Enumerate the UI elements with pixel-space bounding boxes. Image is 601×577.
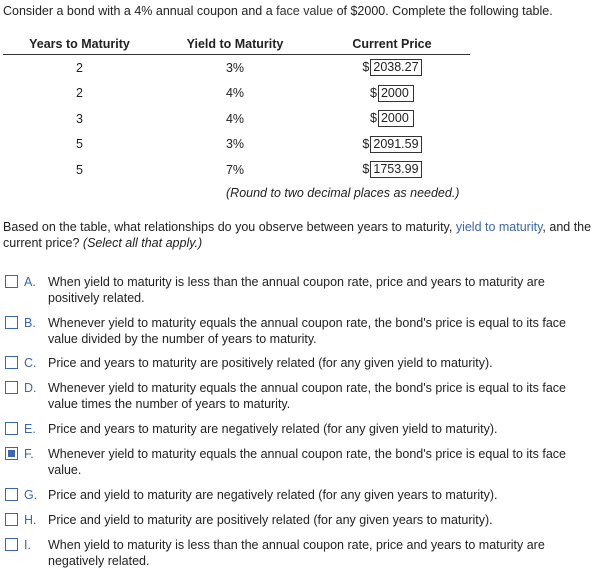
table-row (3, 157, 470, 183)
checkbox-g[interactable] (5, 488, 18, 501)
yield-cell: 3% (225, 60, 245, 75)
option-letter: B. (24, 316, 36, 330)
currency-symbol: $ (362, 60, 370, 75)
option-text: Price and yield to maturity are positively related (for any given years to maturity). (48, 513, 493, 527)
yield-cell: 7% (225, 162, 245, 177)
price-answer-box[interactable]: 2091.59 (370, 136, 421, 153)
option-letter: E. (24, 422, 36, 436)
table-row (3, 55, 470, 81)
currency-symbol: $ (362, 162, 370, 177)
option-letter: I. (24, 538, 31, 552)
price-answer-box[interactable]: 1753.99 (370, 161, 421, 178)
option-letter: C. (24, 356, 37, 370)
price-cell (314, 106, 470, 132)
checkbox-h[interactable] (5, 513, 18, 526)
table-row (3, 132, 470, 158)
question-part2: , and the current price? (3, 220, 592, 250)
price-cell (314, 55, 470, 81)
option-letter: A. (24, 275, 36, 289)
option-text: Whenever yield to maturity equals the annual coupon rate, the bond's price is equal to its face value times the number of years to maturity. (48, 381, 566, 411)
price-answer-box[interactable]: 2038.27 (370, 59, 421, 76)
intro-text-before: Consider a bond with a 4% annual coupon and a (3, 4, 277, 18)
option-letter: F. (24, 447, 34, 461)
header-yield-to-maturity: Yield to Maturity (156, 34, 314, 55)
yield-cell: 4% (225, 111, 245, 126)
yield-cell: 3% (225, 137, 245, 152)
bond-price-table (3, 34, 470, 183)
table-row (3, 81, 470, 107)
price-answer-box[interactable]: 2000 (378, 85, 414, 102)
table-row (3, 106, 470, 132)
checkbox-a[interactable] (5, 275, 18, 288)
checkbox-c[interactable] (5, 356, 18, 369)
price-cell (314, 132, 470, 158)
years-cell: 5 (76, 137, 83, 152)
question-text (3, 219, 597, 251)
checkbox-f[interactable] (5, 447, 18, 460)
option-letter: H. (24, 513, 37, 527)
face-value-term: face value (276, 4, 334, 18)
intro-text-after: of $2000. Complete the following table. (333, 4, 553, 18)
option-text: Whenever yield to maturity equals the annual coupon rate, the bond's price is equal to its face value. (48, 447, 566, 477)
header-current-price: Current Price (314, 34, 470, 55)
currency-symbol: $ (362, 136, 370, 151)
option-text: Price and years to maturity are negatively related (for any given yield to maturity). (48, 422, 498, 436)
option-letter: G. (24, 488, 38, 502)
years-cell: 5 (76, 162, 83, 177)
currency-symbol: $ (370, 111, 377, 126)
yield-cell: 4% (225, 86, 245, 101)
question-part1: Based on the table, what relationships do you observe between years to maturity, (3, 220, 456, 234)
option-text: Whenever yield to maturity equals the annual coupon rate, the bond's price is equal to its face value divided by the number of years to maturity. (48, 316, 566, 346)
years-cell: 3 (76, 111, 83, 126)
option-text: Price and years to maturity are positively related (for any given yield to maturity). (48, 356, 493, 370)
price-cell (314, 157, 470, 183)
price-answer-box[interactable]: 2000 (378, 110, 414, 127)
currency-symbol: $ (370, 85, 377, 100)
years-cell: 2 (76, 60, 83, 75)
header-years-to-maturity: Years to Maturity (3, 34, 156, 55)
checkbox-i[interactable] (5, 538, 18, 551)
checkbox-b[interactable] (5, 316, 18, 329)
years-cell: 2 (76, 86, 83, 101)
option-text: When yield to maturity is less than the annual coupon rate, price and years to maturity are negatively related. (48, 538, 545, 568)
price-cell (314, 81, 470, 107)
select-all-instruction: (Select all that apply.) (82, 236, 203, 250)
option-text: When yield to maturity is less than the annual coupon rate, price and years to maturity are positively related. (48, 275, 545, 305)
table-header-row (3, 34, 470, 55)
rounding-note: (Round to two decimal places as needed.) (226, 186, 460, 200)
checkbox-e[interactable] (5, 422, 18, 435)
option-letter: D. (24, 381, 37, 395)
yield-to-maturity-link[interactable]: yield to maturity (455, 220, 543, 234)
checkbox-d[interactable] (5, 381, 18, 394)
problem-intro (3, 4, 553, 18)
option-text: Price and yield to maturity are negatively related (for any given years to maturity). (48, 488, 498, 502)
